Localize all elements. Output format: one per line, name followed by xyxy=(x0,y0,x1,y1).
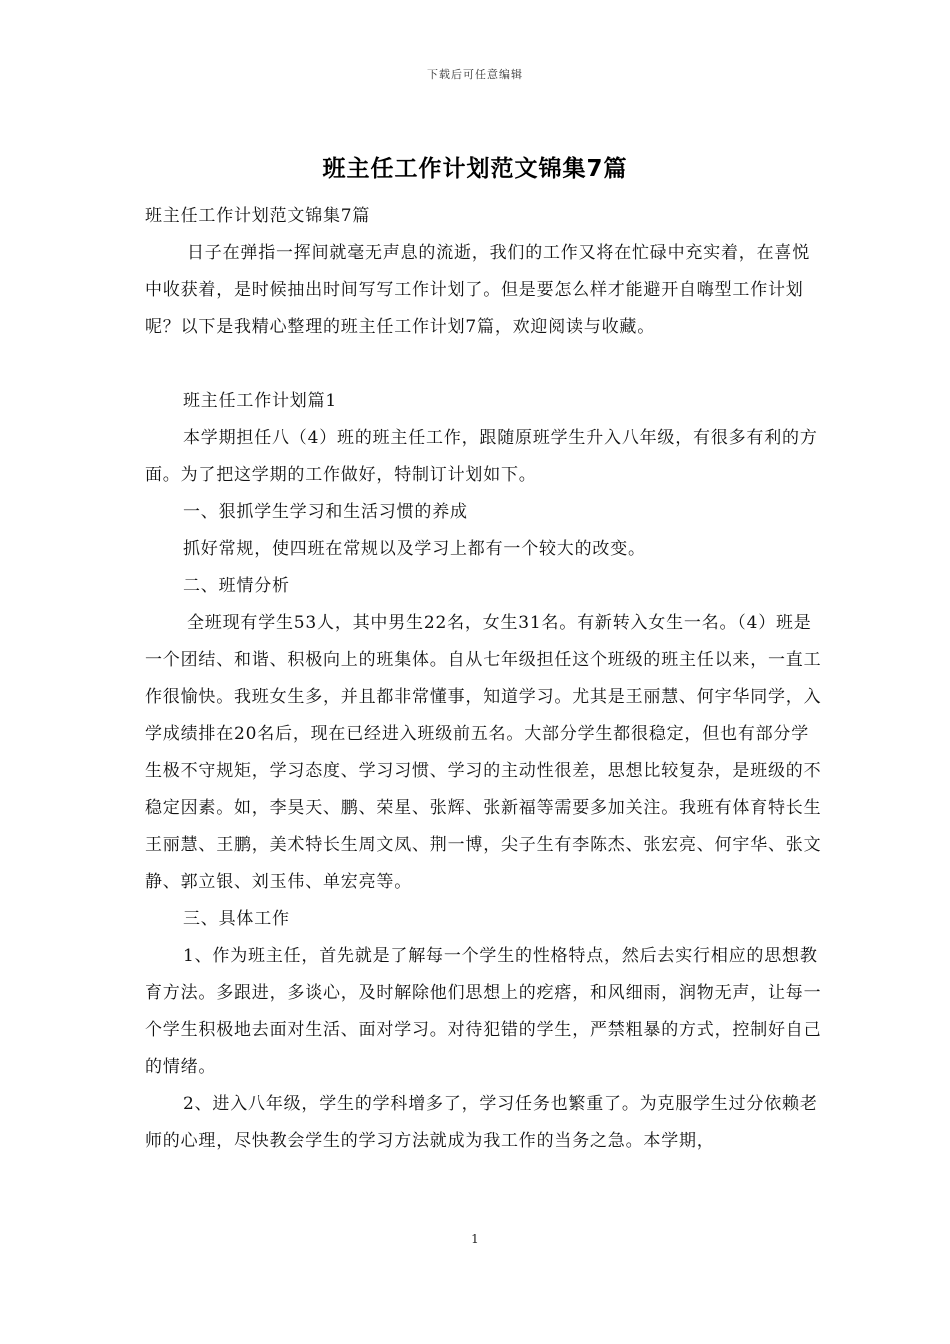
paragraph-habits: 抓好常规，使四班在常规以及学习上都有一个较大的改变。 xyxy=(183,539,646,559)
page-number: 1 xyxy=(471,1232,479,1246)
header-note: 下载后可任意编辑 xyxy=(427,68,523,81)
document-body xyxy=(145,198,825,1160)
heading-habits: 一、狠抓学生学习和生活习惯的养成 xyxy=(183,502,468,522)
paragraph-work-item-1: 1、作为班主任，首先就是了解每一个学生的性格特点，然后去实行相应的思想教育方法。多跟进，多谈心，及时解除他们思想上的疙瘩，和风细雨，润物无声，让每一个学生积极地去面对生活、面对学习。对待犯错的学生，严禁粗暴的方式，控制好自己的情绪。 xyxy=(145,946,822,1077)
heading-class-analysis: 二、班情分析 xyxy=(183,576,290,596)
intro-paragraph: 日子在弹指一挥间就毫无声息的流逝，我们的工作又将在忙碌中充实着，在喜悦中收获着，是时候抽出时间写写工作计划了。但是要怎么样才能避开自嗨型工作计划呢？以下是我精心整理的班主任工作计划7篇，欢迎阅读与收藏。 xyxy=(145,243,810,337)
blank-line xyxy=(145,346,825,383)
paragraph-class-analysis: 全班现有学生53人，其中男生22名，女生31名。有新转入女生一名。（4）班是一个团结、和谐、积极向上的班集体。自从七年级担任这个班级的班主任以来，一直工作很愉快。我班女生多，并且都非常懂事，知道学习。尤其是王丽慧、何宇华同学，入学成绩排在20名后，现在已经进入班级前五名。大部分学生都很稳定，但也有部分学生极不守规矩，学习态度、学习习惯、学习的主动性很差，思想比较复杂，是班级的不稳定因素。如，李昊天、鹏、荣星、张辉、张新福等需要多加关注。我班有体育特长生王丽慧、王鹏，美术特长生周文凤、荆一博，尖子生有李陈杰、张宏亮、何宇华、张文静、郭立银、刘玉伟、单宏亮等。 xyxy=(145,613,822,892)
section-heading-plan-1: 班主任工作计划篇1 xyxy=(183,391,338,411)
subtitle-line: 班主任工作计划范文锦集7篇 xyxy=(145,206,371,226)
heading-specific-work: 三、具体工作 xyxy=(183,909,290,929)
paragraph-work-item-2: 2、进入八年级，学生的学科增多了，学习任务也繁重了。为克服学生过分依赖老师的心理，尽快教会学生的学习方法就成为我工作的当务之急。本学期， xyxy=(145,1094,818,1151)
document-title: 班主任工作计划范文锦集7篇 xyxy=(322,156,628,182)
paragraph-overview: 本学期担任八（4）班的班主任工作，跟随原班学生升入八年级，有很多有利的方面。为了把这学期的工作做好，特制订计划如下。 xyxy=(145,428,818,485)
